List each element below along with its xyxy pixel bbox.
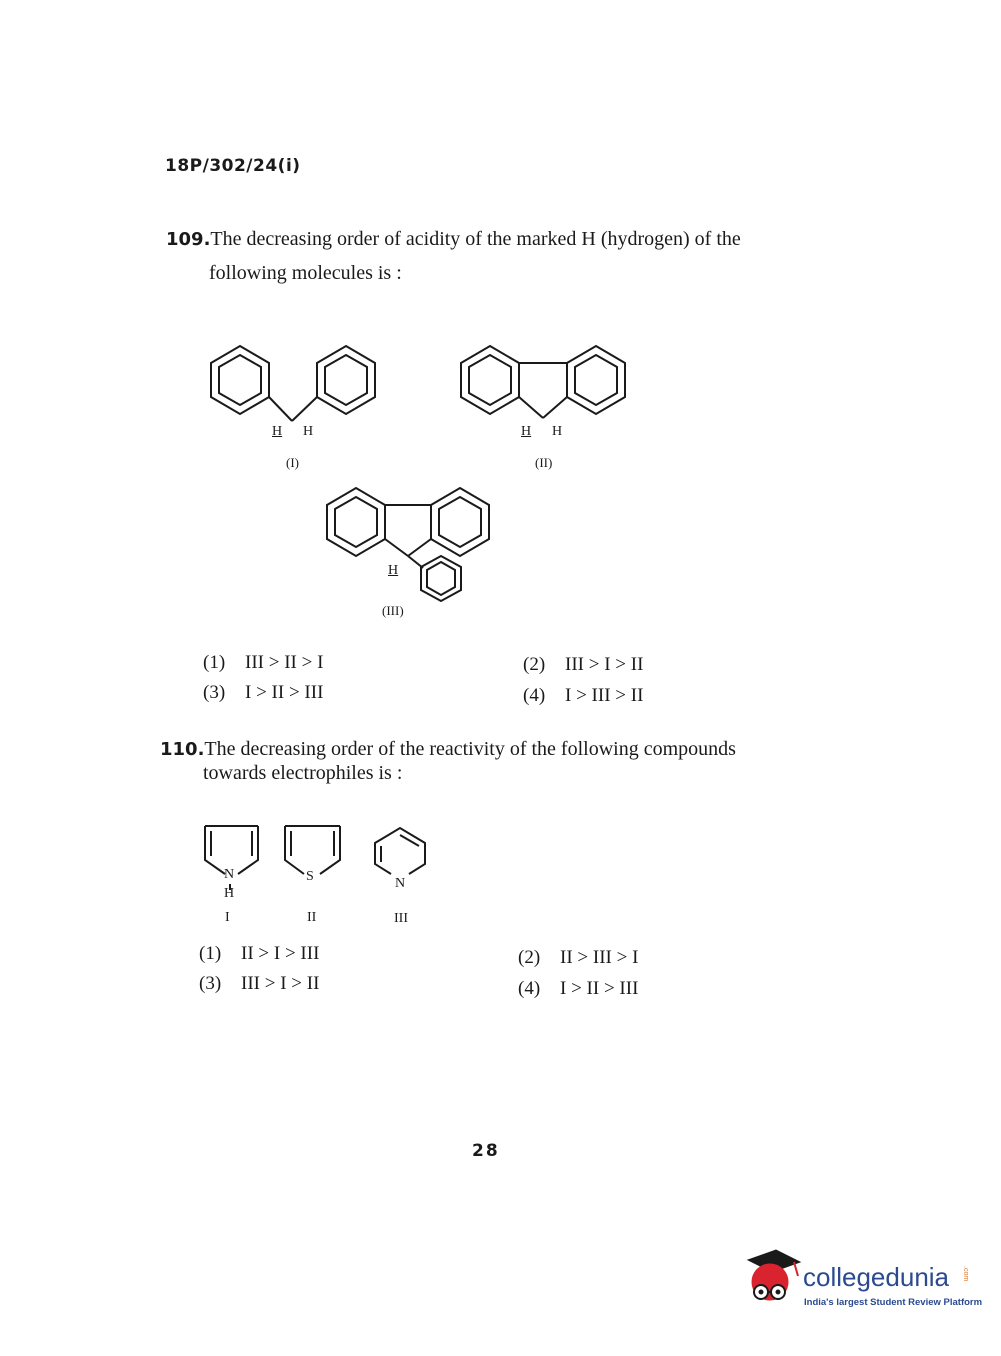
- compound-I-heteroatom: N: [224, 867, 235, 882]
- collegedunia-mascot-icon: [742, 1248, 804, 1310]
- molecule-I-diagram: [211, 346, 375, 421]
- molecule-II-marked-h: H: [521, 424, 532, 439]
- option-number: (4): [518, 978, 541, 999]
- compound-III-label: III: [394, 911, 408, 926]
- molecule-I-h: H: [303, 424, 314, 439]
- option-text: I > III > II: [565, 685, 644, 706]
- q110-option-1[interactable]: [199, 943, 319, 965]
- question-text-line1: The decreasing order of acidity of the marked H (hydrogen) of the: [210, 228, 741, 250]
- compound-III-pyridine-diagram: [375, 828, 425, 874]
- q109-option-4[interactable]: [523, 685, 643, 707]
- question-text-line2: towards electrophiles is :: [203, 762, 403, 784]
- molecule-II-diagram: [461, 346, 625, 418]
- paper-code: 18P/302/24(i): [165, 156, 301, 176]
- logo-wordmark: collegedunia: [803, 1262, 950, 1292]
- option-text: III > I > II: [565, 654, 644, 675]
- q109-option-3[interactable]: [203, 682, 323, 704]
- option-text: I > II > III: [245, 682, 324, 703]
- question-number: 110.: [160, 739, 205, 760]
- question-text-line2: following molecules is :: [209, 262, 402, 284]
- option-number: (3): [199, 973, 222, 994]
- question-number: 109.: [166, 229, 211, 250]
- q109-option-1[interactable]: [203, 652, 323, 674]
- option-text: I > II > III: [560, 978, 639, 999]
- q110-option-3[interactable]: [199, 973, 319, 995]
- molecule-II-label: (II): [535, 455, 553, 470]
- logo-tagline: India's largest Student Review Platform: [804, 1297, 983, 1308]
- option-number: (2): [518, 947, 541, 968]
- compound-III-heteroatom: N: [395, 876, 406, 891]
- option-text: II > I > III: [241, 943, 320, 964]
- option-number: (4): [523, 685, 546, 706]
- option-number: (1): [199, 943, 222, 964]
- molecule-III-diagram: [327, 488, 489, 601]
- option-text: III > I > II: [241, 973, 320, 994]
- logo-suffix: .com: [962, 1266, 969, 1282]
- molecule-I-marked-h: H: [272, 424, 283, 439]
- molecule-I-label: (I): [286, 455, 299, 470]
- question-text-line1: The decreasing order of the reactivity of the following compounds: [204, 738, 736, 760]
- option-text: III > II > I: [245, 652, 324, 673]
- q109-option-2[interactable]: [523, 654, 643, 676]
- q110-option-4[interactable]: [518, 978, 638, 1000]
- option-number: (3): [203, 682, 226, 703]
- option-text: II > III > I: [560, 947, 639, 968]
- compound-II-thiophene-diagram: [285, 826, 340, 874]
- compound-II-heteroatom: S: [306, 869, 314, 884]
- page-number: 28: [472, 1141, 500, 1161]
- molecule-II-h: H: [552, 424, 563, 439]
- q110-option-2[interactable]: [518, 947, 638, 969]
- compound-I-substituent: H: [224, 886, 235, 901]
- molecule-III-label: (III): [382, 603, 404, 618]
- compound-I-label: I: [225, 910, 230, 925]
- option-number: (2): [523, 654, 546, 675]
- compound-II-label: II: [307, 910, 317, 925]
- option-number: (1): [203, 652, 226, 673]
- molecule-III-marked-h: H: [388, 563, 399, 578]
